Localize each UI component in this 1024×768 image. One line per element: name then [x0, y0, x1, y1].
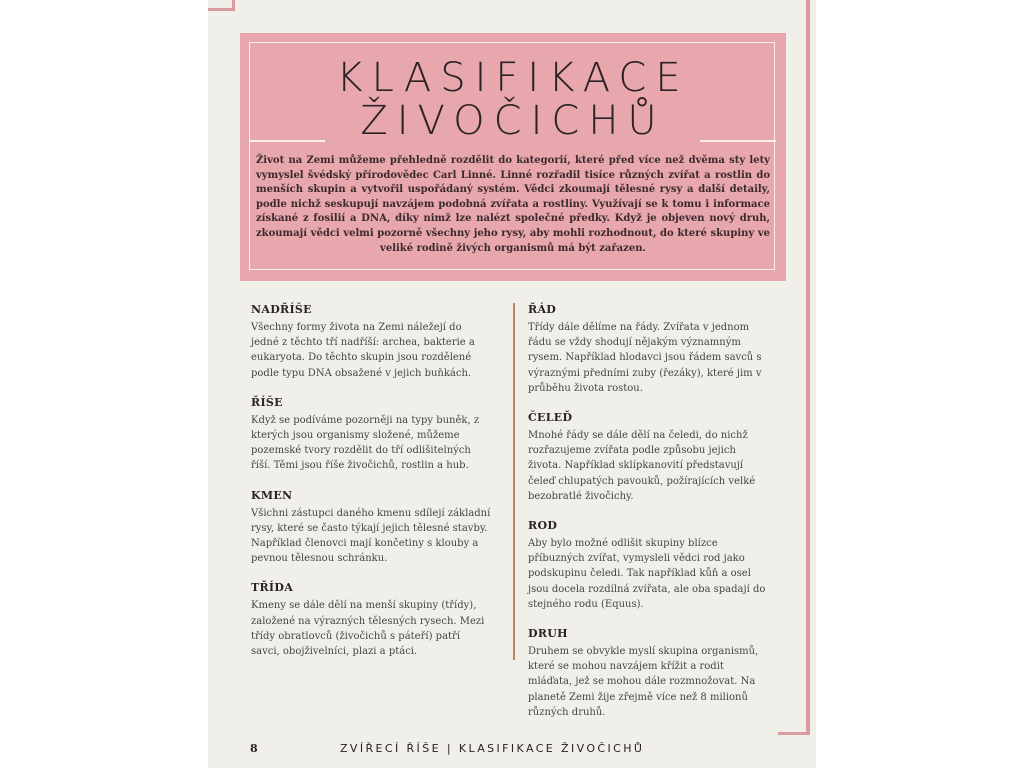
section-trida — [251, 581, 491, 659]
section-body: Kmeny se dále dělí na menší skupiny (třídy), založené na výrazných tělesných rysech. Mezi třídy obratlovců (živočichů s páteří) patří savci, obojživelníci, plazi a ptáci. — [251, 600, 485, 658]
frame-line-bottom — [778, 732, 810, 735]
section-druh — [528, 627, 768, 720]
frame-line-corner — [232, 0, 235, 11]
page-title-line1: KLASIFIKACE — [336, 55, 690, 101]
section-rod — [528, 519, 768, 612]
section-title: NADŘÍŠE — [251, 303, 312, 316]
section-body: Všichni zástupci daného kmenu sdílejí základní rysy, které se často týkají jejich tělesné stavby. Například členovci mají končetiny s klouby a pevnou tělesnou schránku. — [251, 507, 491, 565]
title-rule-left — [249, 140, 325, 142]
section-body: Když se podíváme pozorněji na typy buněk, z kterých jsou organismy složené, můžeme pozemské tvory rozdělit do tří odlišitelných říší. Těmi jsou říše živočichů, rostlin a hub. — [251, 414, 480, 472]
title-rule-right — [700, 140, 776, 142]
section-title: DRUH — [528, 627, 568, 641]
section-body: Všechny formy života na Zemi náležejí do jedné z těchto tří nadříší: archea, bakterie a eukaryota. Do těchto skupin jsou rozdělené podle typu DNA obsažené v jejich buňkách. — [251, 322, 475, 379]
page-number: 8 — [250, 742, 258, 755]
section-title: ŘÁD — [528, 303, 557, 316]
section-body: Druhem se obvykle myslí skupina organismů, které se mohou navzájem křížit a rodit mláďata, jež se mohou dále rozmnožovat. Na planetě Zemi žije zřejmě více než 8 milionů různých druhů. — [528, 646, 759, 718]
frame-line-top — [208, 8, 232, 11]
section-title: ŘÍŠE — [251, 395, 283, 409]
section-title: ROD — [528, 519, 558, 533]
section-body: Aby bylo možné odlišit skupiny blízce příbuzných zvířat, vymysleli vědci rod jako podskupinu čeledi. Tak například kůň a osel jsou docela rozdílná zvířata, ale oba spadají do stejného rodu (Equus). — [528, 538, 766, 610]
intro-paragraph: Život na Zemi můžeme přehledně rozdělit do kategorií, které před více než dvěma sty lety vymyslel švédský přírodovědec Carl Linné. Linné rozřadil tisíce různých zvířat a rostlin do menších skupin a vytvořil uspořádaný systém. Vědci zkoumají tělesné rysy a další detaily, podle nichž seskupují navzájem podobná zvířata a rostliny. Využívají se k tomu i informace získané z fosilií a DNA, díky nimž lze nalézt společné předky. Když je objeven nový druh, zkoumají vědci velmi pozorně všechny jeho rysy, aby mohli rozhodnout, do které skupiny ve veliké rodině živých organismů má být zařazen. — [256, 155, 770, 254]
section-body: Třídy dále dělíme na řády. Zvířata v jednom řádu se vždy shodují nějakým významným rysem. Například hlodavci jsou řádem savců s výraznými předními zuby (řezáky), které jim v průběhu života rostou. — [528, 322, 762, 394]
section-title: KMEN — [251, 488, 293, 502]
frame-line-right — [806, 0, 810, 735]
column-divider — [513, 303, 515, 660]
running-title: ZVÍŘECÍ ŘÍŠE | KLASIFIKACE ŽIVOČICHŮ — [340, 742, 645, 755]
section-nadrise — [251, 303, 491, 381]
section-celed — [528, 411, 768, 504]
left-column — [251, 303, 491, 674]
right-column — [528, 303, 768, 735]
section-rise — [251, 396, 491, 474]
section-title: ČELEĎ — [528, 411, 573, 425]
section-body: Mnohé řády se dále dělí na čeledi, do nichž rozřazujeme zvířata podle způsobu jejich života. Například sklípkanovití představují čeleď chlupatých pavouků, požírajících velké bezobratlé živočichy. — [528, 430, 756, 502]
section-title: TŘÍDA — [251, 581, 294, 595]
page-title-line2: ŽIVOČICHŮ — [360, 98, 666, 144]
section-rad — [528, 303, 768, 396]
section-kmen — [251, 489, 491, 567]
